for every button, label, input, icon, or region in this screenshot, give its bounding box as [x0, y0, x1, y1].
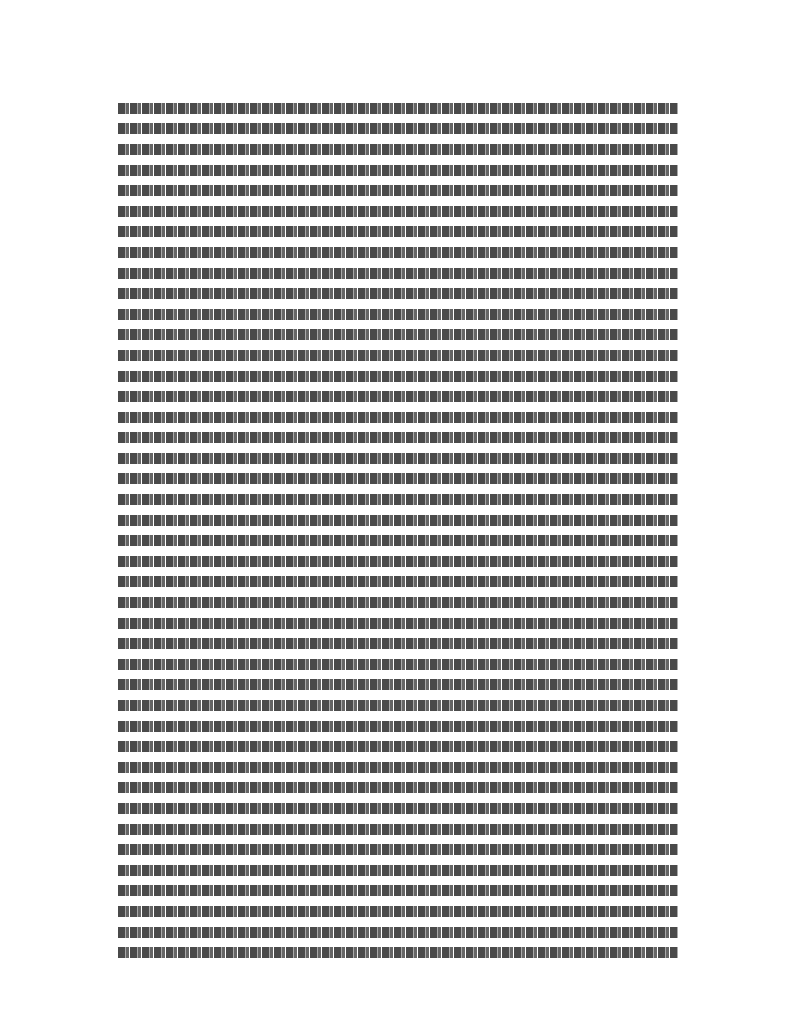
illegible-text — [118, 556, 678, 567]
illegible-text — [118, 576, 678, 587]
text-line — [118, 283, 678, 304]
body-text — [118, 98, 678, 963]
illegible-text — [118, 679, 678, 690]
text-line — [118, 778, 678, 799]
text-line — [118, 757, 678, 778]
text-line — [118, 407, 678, 428]
text-line — [118, 695, 678, 716]
text-line — [118, 201, 678, 222]
text-line — [118, 386, 678, 407]
illegible-text — [118, 885, 678, 896]
illegible-text — [118, 268, 678, 279]
text-line — [118, 242, 678, 263]
illegible-text — [118, 453, 678, 464]
illegible-text — [118, 803, 678, 814]
illegible-text — [118, 618, 678, 629]
text-line — [118, 160, 678, 181]
illegible-text — [118, 782, 678, 793]
text-line — [118, 860, 678, 881]
text-line — [118, 119, 678, 140]
illegible-text — [118, 329, 678, 340]
text-line — [118, 304, 678, 325]
illegible-text — [118, 741, 678, 752]
illegible-text — [118, 515, 678, 526]
illegible-text — [118, 371, 678, 382]
illegible-text — [118, 659, 678, 670]
text-line — [118, 98, 678, 119]
text-line — [118, 572, 678, 593]
illegible-text — [118, 288, 678, 299]
illegible-text — [118, 226, 678, 237]
text-line — [118, 448, 678, 469]
text-line — [118, 366, 678, 387]
illegible-text — [118, 185, 678, 196]
text-line — [118, 942, 678, 963]
illegible-text — [118, 206, 678, 217]
text-line — [118, 819, 678, 840]
illegible-text — [118, 865, 678, 876]
text-line — [118, 325, 678, 346]
text-line — [118, 510, 678, 531]
illegible-text — [118, 432, 678, 443]
illegible-text — [118, 927, 678, 938]
illegible-text — [118, 762, 678, 773]
text-line — [118, 222, 678, 243]
text-line — [118, 736, 678, 757]
illegible-text — [118, 473, 678, 484]
text-line — [118, 345, 678, 366]
text-line — [118, 469, 678, 490]
text-line — [118, 633, 678, 654]
illegible-text — [118, 700, 678, 711]
text-line — [118, 881, 678, 902]
text-line — [118, 654, 678, 675]
text-line — [118, 530, 678, 551]
illegible-text — [118, 391, 678, 402]
text-line — [118, 716, 678, 737]
text-line — [118, 263, 678, 284]
text-line — [118, 180, 678, 201]
text-line — [118, 839, 678, 860]
illegible-text — [118, 494, 678, 505]
text-line — [118, 592, 678, 613]
illegible-text — [118, 906, 678, 917]
text-line — [118, 675, 678, 696]
illegible-text — [118, 721, 678, 732]
illegible-text — [118, 350, 678, 361]
text-line — [118, 139, 678, 160]
text-line — [118, 613, 678, 634]
illegible-text — [118, 165, 678, 176]
illegible-text — [118, 103, 678, 114]
text-line — [118, 901, 678, 922]
illegible-text — [118, 947, 678, 958]
illegible-text — [118, 844, 678, 855]
text-line — [118, 428, 678, 449]
illegible-text — [118, 144, 678, 155]
text-line — [118, 922, 678, 943]
text-line — [118, 551, 678, 572]
illegible-text — [118, 597, 678, 608]
illegible-text — [118, 638, 678, 649]
illegible-text — [118, 309, 678, 320]
illegible-text — [118, 247, 678, 258]
text-line — [118, 489, 678, 510]
illegible-text — [118, 535, 678, 546]
text-line — [118, 798, 678, 819]
illegible-text — [118, 412, 678, 423]
illegible-text — [118, 824, 678, 835]
illegible-text — [118, 123, 678, 134]
